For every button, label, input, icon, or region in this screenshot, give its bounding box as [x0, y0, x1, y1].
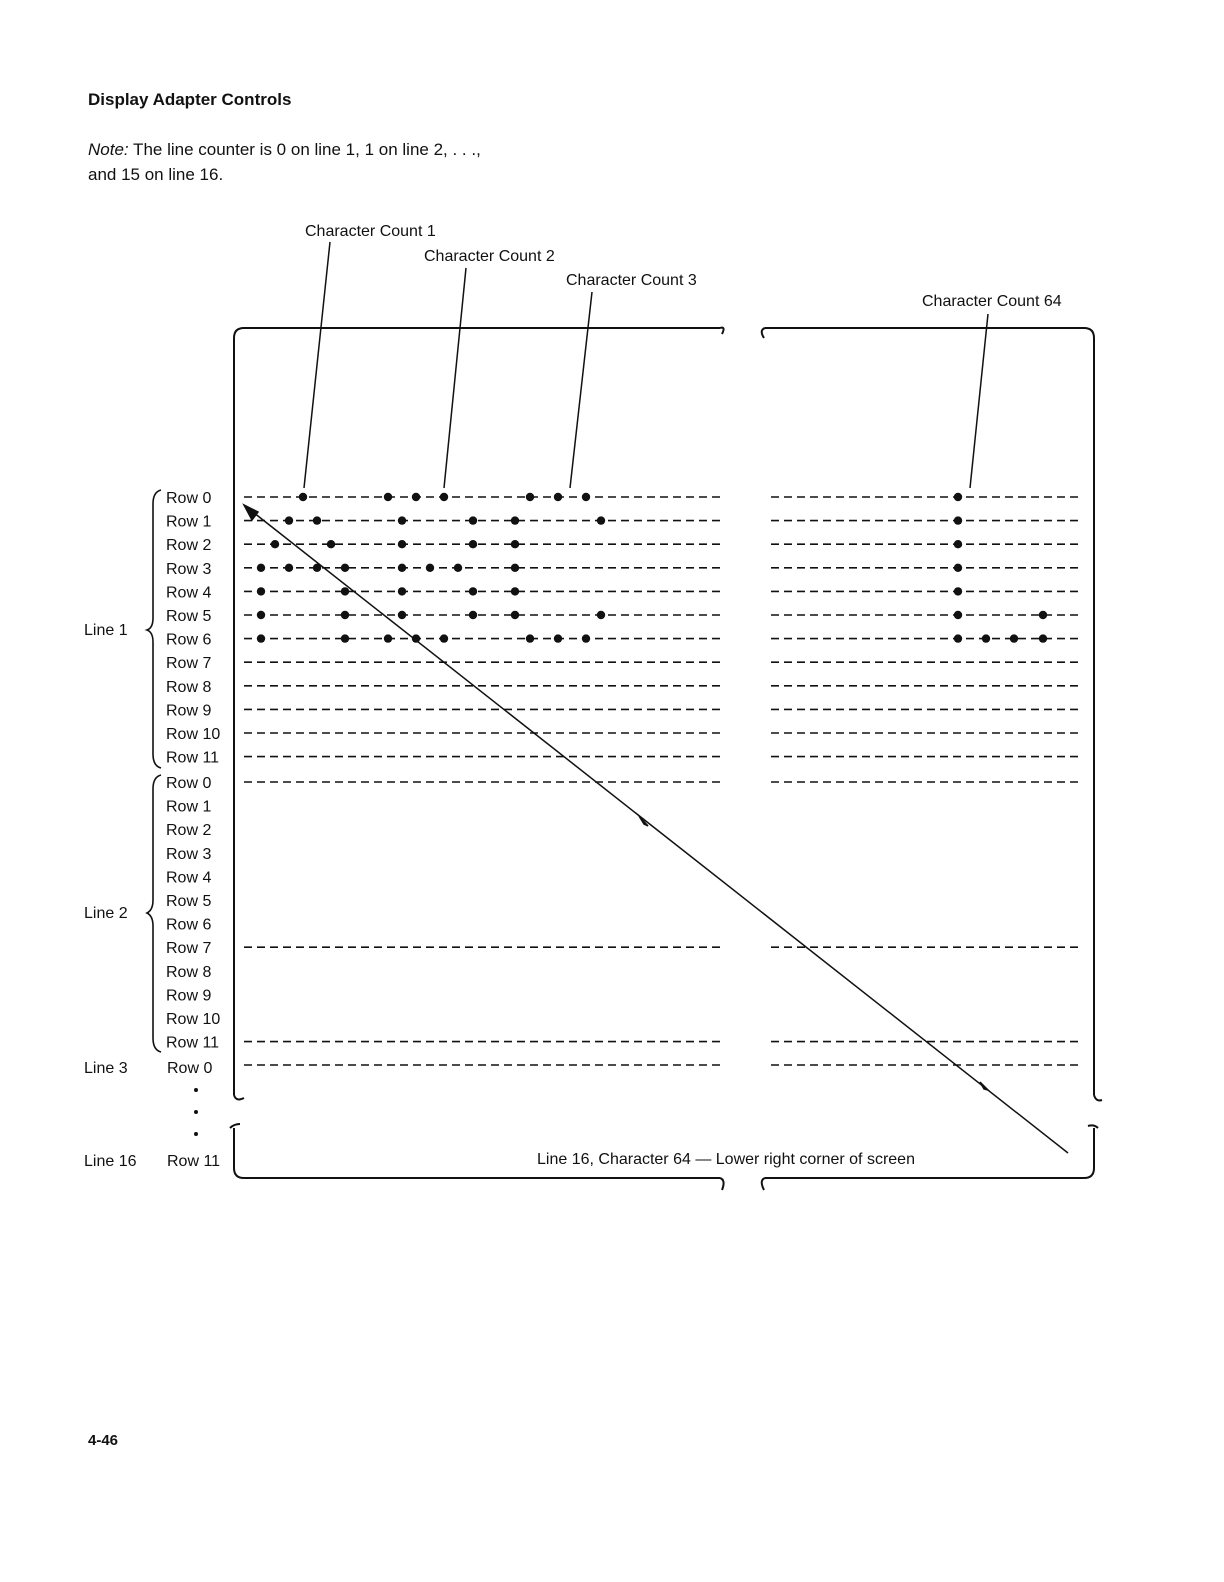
char-dot-r5-7 — [1039, 611, 1047, 619]
line1-row-4-label: Row 4 — [166, 584, 212, 602]
char-dot-r6-2 — [384, 634, 392, 642]
line-16-label: Line 16 — [84, 1153, 137, 1170]
char-dot-r5-6 — [954, 611, 962, 619]
char-dot-r4-4 — [511, 587, 519, 595]
char-dot-r5-5 — [597, 611, 605, 619]
line-16-row-label: Row 11 — [167, 1153, 221, 1170]
char-dot-r4-3 — [469, 587, 477, 595]
pointer-char-64 — [970, 314, 988, 488]
line2-row-7-label: Row 7 — [166, 940, 212, 958]
char-dot-r5-0 — [257, 611, 265, 619]
char-dot-r1-2 — [398, 516, 406, 524]
char-dot-r4-0 — [257, 587, 265, 595]
char-dot-r2-4 — [511, 540, 519, 548]
scan-arrowhead-start — [244, 505, 258, 520]
line1-row-7-label: Row 7 — [166, 655, 212, 673]
char-count-1-label: Character Count 1 — [305, 223, 436, 240]
line2-row-8-label: Row 8 — [166, 963, 212, 981]
line2-row-6-label: Row 6 — [166, 916, 212, 934]
pointer-char-3 — [570, 292, 592, 488]
scan-path — [244, 505, 1068, 1153]
char-dot-r2-5 — [954, 540, 962, 548]
char-dot-r3-1 — [285, 564, 293, 572]
char-dot-r6-11 — [1039, 634, 1047, 642]
note-label: Note: — [88, 140, 129, 159]
char-dot-r3-8 — [954, 564, 962, 572]
char-dot-r6-9 — [982, 634, 990, 642]
char-dot-r3-3 — [341, 564, 349, 572]
line-1-label: Line 1 — [84, 622, 128, 639]
vertical-ellipsis — [194, 1088, 198, 1136]
line2-row-0-label: Row 0 — [166, 775, 212, 792]
scan-rows — [244, 497, 1078, 1065]
line2-row-9-label: Row 9 — [166, 987, 212, 1005]
line2-row-3-label: Row 3 — [166, 845, 212, 863]
char-dot-r0-4 — [526, 493, 534, 501]
char-dot-r1-4 — [511, 516, 519, 524]
char-dot-r5-4 — [511, 611, 519, 619]
char-dot-r2-2 — [398, 540, 406, 548]
line1-row-9-label: Row 9 — [166, 702, 212, 720]
char-count-64-label: Character Count 64 — [922, 293, 1062, 310]
line2-row-4-label: Row 4 — [166, 869, 212, 887]
char-dot-r0-1 — [384, 493, 392, 501]
char-dot-r3-6 — [454, 564, 462, 572]
char-count-3-label: Character Count 3 — [566, 272, 697, 289]
char-dot-r3-0 — [257, 564, 265, 572]
char-dot-r4-5 — [954, 587, 962, 595]
char-dot-r0-7 — [954, 493, 962, 501]
char-dot-r0-2 — [412, 493, 420, 501]
line-braces — [147, 490, 161, 1052]
char-dot-r6-5 — [526, 634, 534, 642]
char-dot-r0-0 — [299, 493, 307, 501]
scan-diagonal — [244, 505, 1068, 1153]
char-dot-r1-0 — [285, 516, 293, 524]
line1-row-3-label: Row 3 — [166, 560, 212, 578]
char-dot-r6-0 — [257, 634, 265, 642]
row-labels — [166, 490, 220, 1052]
line2-row-10-label: Row 10 — [166, 1011, 221, 1028]
note-line-1: The line counter is 0 on line 1, 1 on line 2, . . ., — [128, 140, 481, 159]
char-dot-r6-7 — [582, 634, 590, 642]
pointer-char-2 — [444, 268, 466, 488]
char-dot-r4-2 — [398, 587, 406, 595]
line1-row-5-label: Row 5 — [166, 608, 212, 625]
screen-frame — [230, 328, 1102, 1190]
line-3-row-label: Row 0 — [167, 1060, 213, 1077]
char-dot-r0-3 — [440, 493, 448, 501]
char-dot-r6-4 — [440, 634, 448, 642]
char-dot-r4-1 — [341, 587, 349, 595]
note-line-2: and 15 on line 16. — [88, 165, 224, 184]
pointer-char-1 — [304, 242, 330, 488]
line-2-label: Line 2 — [84, 905, 128, 922]
char-dot-r1-5 — [597, 516, 605, 524]
char-dot-r1-1 — [313, 516, 321, 524]
line1-row-6-label: Row 6 — [166, 631, 212, 649]
line2-row-5-label: Row 5 — [166, 893, 212, 910]
char-dot-r2-0 — [271, 540, 279, 548]
line2-row-2-label: Row 2 — [166, 822, 212, 840]
char-dot-r6-8 — [954, 634, 962, 642]
brace-line-2 — [147, 775, 161, 1052]
char-dot-r0-5 — [554, 493, 562, 501]
char-dot-r3-7 — [511, 564, 519, 572]
line2-row-11-label: Row 11 — [166, 1034, 220, 1052]
corner-label: Line 16, Character 64 — Lower right corner of screen — [537, 1151, 915, 1168]
char-dot-r5-1 — [341, 611, 349, 619]
brace-line-1 — [147, 490, 161, 768]
page-number: 4-46 — [88, 1432, 119, 1449]
line1-row-2-label: Row 2 — [166, 537, 212, 555]
char-dot-r5-3 — [469, 611, 477, 619]
char-dot-r3-4 — [398, 564, 406, 572]
char-dot-r1-6 — [954, 516, 962, 524]
char-dot-r6-10 — [1010, 634, 1018, 642]
line1-row-1-label: Row 1 — [166, 513, 212, 531]
char-dot-r2-3 — [469, 540, 477, 548]
char-dot-r5-2 — [398, 611, 406, 619]
char-dot-r3-5 — [426, 564, 434, 572]
char-dot-r1-3 — [469, 516, 477, 524]
page-title: Display Adapter Controls — [88, 90, 292, 109]
scan-arrowhead-end — [980, 1082, 988, 1090]
line1-row-0-label: Row 0 — [166, 490, 212, 507]
line1-row-10-label: Row 10 — [166, 726, 221, 743]
char-dot-r2-1 — [327, 540, 335, 548]
char-dot-r6-1 — [341, 634, 349, 642]
line1-row-8-label: Row 8 — [166, 678, 212, 696]
char-dot-r0-6 — [582, 493, 590, 501]
line1-row-11-label: Row 11 — [166, 749, 220, 767]
char-count-2-label: Character Count 2 — [424, 248, 555, 265]
line-3-label: Line 3 — [84, 1060, 128, 1077]
line2-row-1-label: Row 1 — [166, 798, 212, 816]
char-dot-r6-6 — [554, 634, 562, 642]
